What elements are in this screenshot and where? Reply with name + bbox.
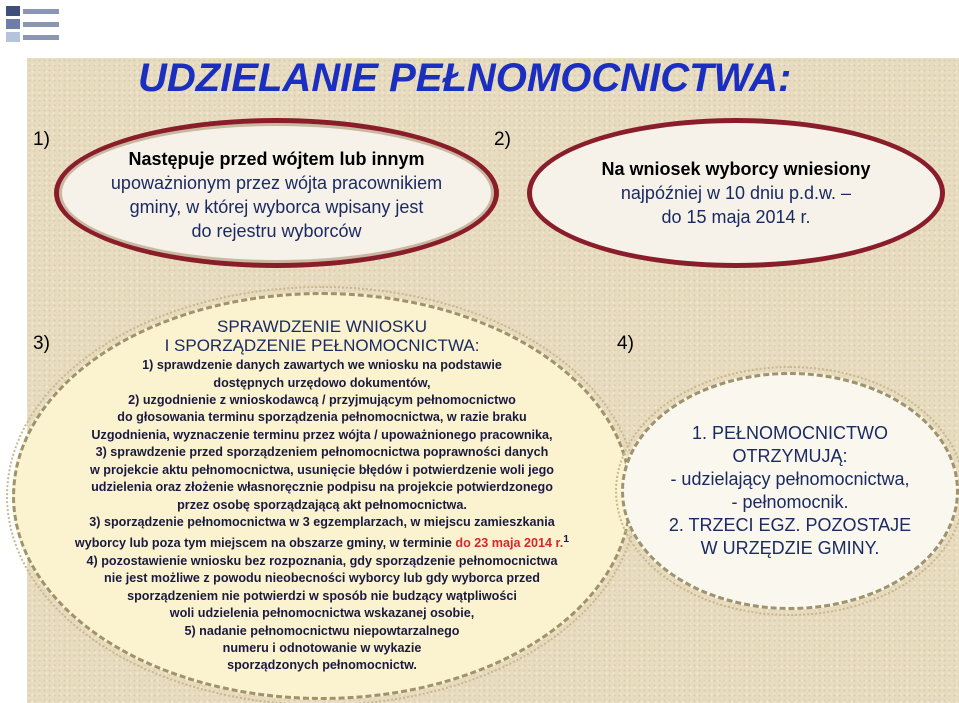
logo [6,4,62,44]
section3-line: numeru i odnotowanie w wykazie [222,640,422,655]
section3-line: 1) sprawdzenie danych zawartych we wniosku na podstawie [142,358,502,373]
section3-line: 2) uzgodnienie z wnioskodawcą / przyjmującym pełnomocnictwo [128,393,516,408]
page-title: UDZIELANIE PEŁNOMOCNICTWA: [138,56,792,100]
section3-line: 5) nadanie pełnomocnictwu niepowtarzalnego [184,623,460,638]
section3-line: 3) sporządzenie pełnomocnictwa w 3 egzemplarzach, w miejscu zamieszkania [89,514,555,529]
section2-line: Na wniosek wyborcy wniesiony [601,159,871,179]
section1-line: do rejestru wyborców [191,221,362,241]
section4-line: W URZĘDZIE GMINY. [700,538,880,558]
section3-number: 3) [33,333,50,354]
section3-heading: I SPORZĄDZENIE PEŁNOMOCNICTWA: [164,336,480,356]
section3-line: udzielenia oraz złożenie własnoręcznie podpisu na projekcie potwierdzonego [91,480,553,495]
section3-line: sporządzonych pełnomocnictw. [227,658,417,673]
section3-line: woli udzielenia pełnomocnictwa wskazanej osobie, [169,606,475,621]
section3-line: Uzgodnienia, wyznaczenie terminu przez wójta / upoważnionego pracownika, [91,427,553,442]
deadline-date: do 23 maja 2014 r. [455,536,564,551]
section3-line: nie jest możliwe z powodu nieobecności wyborcy lub gdy wyborca przed [104,571,540,586]
section3-deadline-line [75,531,569,553]
section3-line-text: wyborcy lub poza tym miejscem na obszarze gminy, w terminie [74,536,456,551]
section4-line: OTRZYMUJĄ: [732,446,848,466]
section2-ellipse [527,118,945,268]
section1-number: 1) [33,129,50,150]
section3-line: 3) sprawdzenie przed sporządzeniem pełnomocnictwa poprawności danych [95,445,549,460]
section4-number: 4) [617,333,634,354]
section4-line: - pełnomocnik. [731,492,849,512]
section2-line: najpóźniej w 10 dniu p.d.w. – [620,183,852,203]
section1-line: gminy, w której wyborca wpisany jest [129,197,424,217]
section3-ellipse [12,292,632,700]
section4-ellipse [621,372,959,610]
section4-line: 1. PEŁNOMOCNICTWO [691,423,888,443]
section3-line: do głosowania terminu sporządzenia pełnomocnictwa, w razie braku [117,410,527,425]
section2-number: 2) [494,129,511,150]
section1-line: upoważnionym przez wójta pracownikiem [110,173,443,193]
section3-heading: SPRAWDZENIE WNIOSKU [217,317,427,337]
section1-line: Następuje przed wójtem lub innym [128,149,425,169]
section3-line: 4) pozostawienie wniosku bez rozpoznania, gdy sporządzenie pełnomocnictwa [86,553,558,568]
section1-ellipse [54,118,499,268]
section4-line: 2. TRZECI EGZ. POZOSTAJE [668,515,912,535]
section2-line: do 15 maja 2014 r. [661,207,811,227]
footnote-marker: 1 [563,533,570,546]
section3-line: dostępnych urzędowo dokumentów, [213,375,431,390]
section3-line: sporządzeniem nie potwierdzi w sposób nie budzący wątpliwości [127,588,517,603]
section3-line: przez osobę sporządzającą akt pełnomocnictwa. [177,497,467,512]
section4-line: - udzielający pełnomocnictwa, [670,469,910,489]
section3-line: w projekcie aktu pełnomocnictwa, usunięcie błędów i potwierdzenie woli jego [90,462,554,477]
